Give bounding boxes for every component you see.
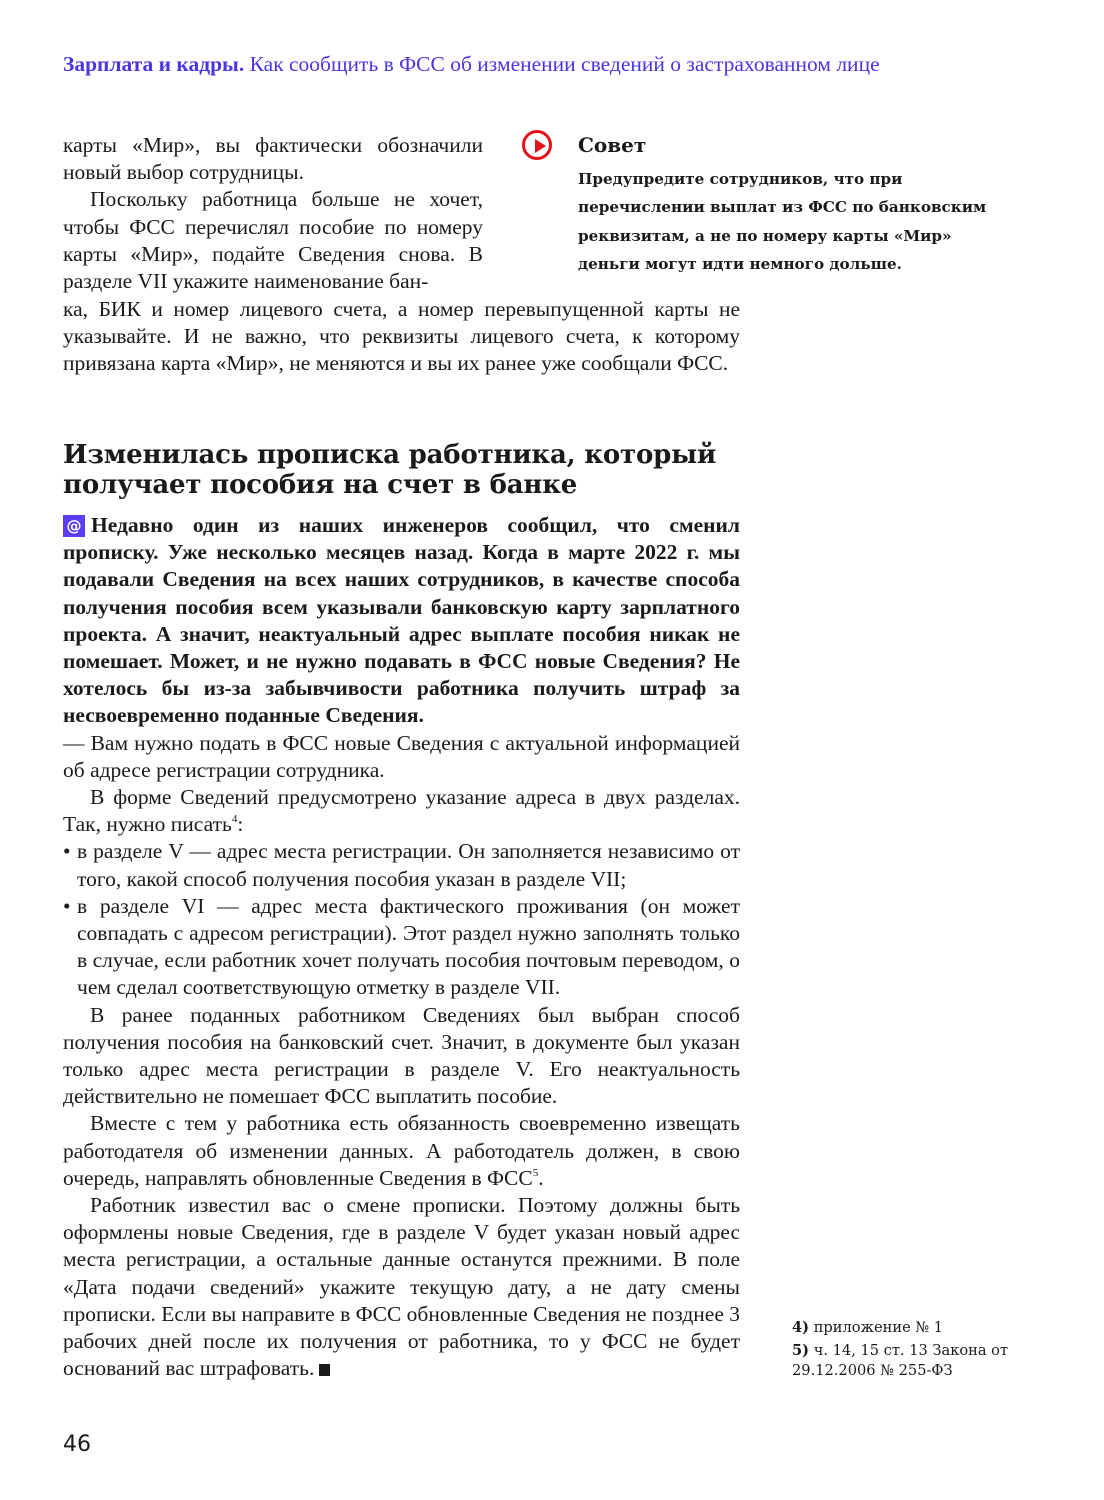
- section-heading: [63, 440, 716, 500]
- footnote-ref[interactable]: 4: [231, 813, 238, 826]
- footnote-text: ч. 14, 15 ст. 13 Закона от 29.12.2006 № 255-ФЗ: [792, 1342, 1009, 1379]
- answer-lead: — Вам нужно подать в ФСС новые Сведения с актуальной информацией об адресе регистрации сотрудника.: [63, 730, 740, 782]
- paragraph-punct: .: [538, 1165, 544, 1190]
- paragraph-form: [63, 784, 740, 838]
- paragraph-final: [63, 1192, 740, 1382]
- section-heading-line: получает пособия на счет в банке: [63, 470, 578, 500]
- running-head-title: Как сообщить в ФСС об изменении сведений о застрахованном лице: [249, 52, 880, 76]
- running-head: [63, 52, 880, 77]
- section-body: [63, 512, 740, 1383]
- list-item: • в разделе VI — адрес места фактического проживания (он может совпадать с адресом регистрации). Этот раздел нужно заполнять только в случае, если работник хочет получать пособия почтовым переводом, о чем сделал соответствующую отметку в разделе VII.: [63, 893, 740, 1002]
- paragraph-duty: [63, 1110, 740, 1192]
- footnote-ref[interactable]: 5: [532, 1166, 539, 1179]
- tip-text: Предупредите сотрудников, что при перечислении выплат из ФСС по банковским реквизитам, а не по номеру карты «Мир» деньги могут идти немного дольше.: [578, 170, 987, 274]
- at-sign-icon: @: [63, 515, 85, 537]
- question-text: Недавно один из наших инженеров сообщил, что сменил прописку. Уже несколько месяцев назад. Когда в марте 2022 г. мы подавали Сведения на всех наших сотрудников, в качестве способа получения пособия всем указывали банковскую карту зарплатного проекта. А значит, неактуальный адрес выплате пособия никак не помешает. Может, и не нужно подавать в ФСС новые Сведения? Не хотелось бы из-за забывчивости работника получить штраф за несвоевременно поданные Сведения.: [63, 513, 740, 728]
- paragraph-punct: :: [237, 812, 244, 837]
- page-number: 46: [63, 1432, 91, 1457]
- intro-continuation-paragraph: ка, БИК и номер лицевого счета, а номер перевыпущенной карты не указывайте. И не важно, что реквизиты лицевого счета, к которому привязана карта «Мир», не меняются и вы их ранее уже сообщали ФСС.: [63, 297, 740, 376]
- footnote-text: приложение № 1: [813, 1319, 944, 1336]
- footnote-number: 4): [792, 1319, 810, 1336]
- list-item: • в разделе V — адрес места регистрации. Он заполняется независимо от того, какой способ получения пособия указан в разделе VII;: [63, 838, 740, 892]
- reader-question: [63, 512, 740, 730]
- paragraph-text: В форме Сведений предусмотрено указание адреса в двух разделах. Так, нужно писать: [63, 785, 740, 837]
- footnote: [792, 1318, 1022, 1338]
- play-circle-icon: [522, 130, 552, 160]
- end-of-article-mark: [319, 1364, 330, 1376]
- section-heading-line: Изменилась прописка работника, который: [63, 440, 717, 470]
- running-head-section: Зарплата и кадры.: [63, 52, 245, 76]
- paragraph-earlier: В ранее поданных работником Сведениях был выбран способ получения пособия на банковский счет. Значит, в документе был указан только адрес места регистрации в разделе V. Его неактуальность действительно не помешает ФСС выплатить пособие.: [63, 1002, 740, 1109]
- footnote-number: 5): [792, 1342, 810, 1359]
- paragraph-text: Вместе с тем у работника есть обязанность своевременно извещать работодателя об изменении данных. А работодатель должен, в свою очередь, направлять обновленные Сведения в ФСС: [63, 1111, 740, 1190]
- footnote: [792, 1341, 1022, 1381]
- paragraph-text: Работник известил вас о смене прописки. Поэтому должны быть оформлены новые Сведения, где в разделе V будет указан новый адрес места регистрации, а остальные данные останутся прежними. В поле «Дата подачи сведений» укажите текущую дату, а не дату смены прописки. Если вы направите в ФСС обновленные Сведения не позднее 3 рабочих дней после их получения от работника, то у ФСС не будет оснований вас штрафовать.: [63, 1193, 740, 1381]
- tip-title: Совет: [578, 133, 647, 157]
- intro-paragraph: карты «Мир», вы фактически обозначили новый выбор сотрудницы.: [63, 133, 483, 185]
- intro-narrow-column: [63, 132, 483, 295]
- intro-wide-continuation: [63, 296, 740, 378]
- footnotes: [792, 1318, 1022, 1384]
- bullet-list: [63, 838, 740, 1001]
- intro-paragraph: Поскольку работница больше не хочет, чтобы ФСС перечислял пособие по номеру карты «Мир», подайте Сведения снова. В разделе VII укажите наименование бан-: [63, 187, 483, 294]
